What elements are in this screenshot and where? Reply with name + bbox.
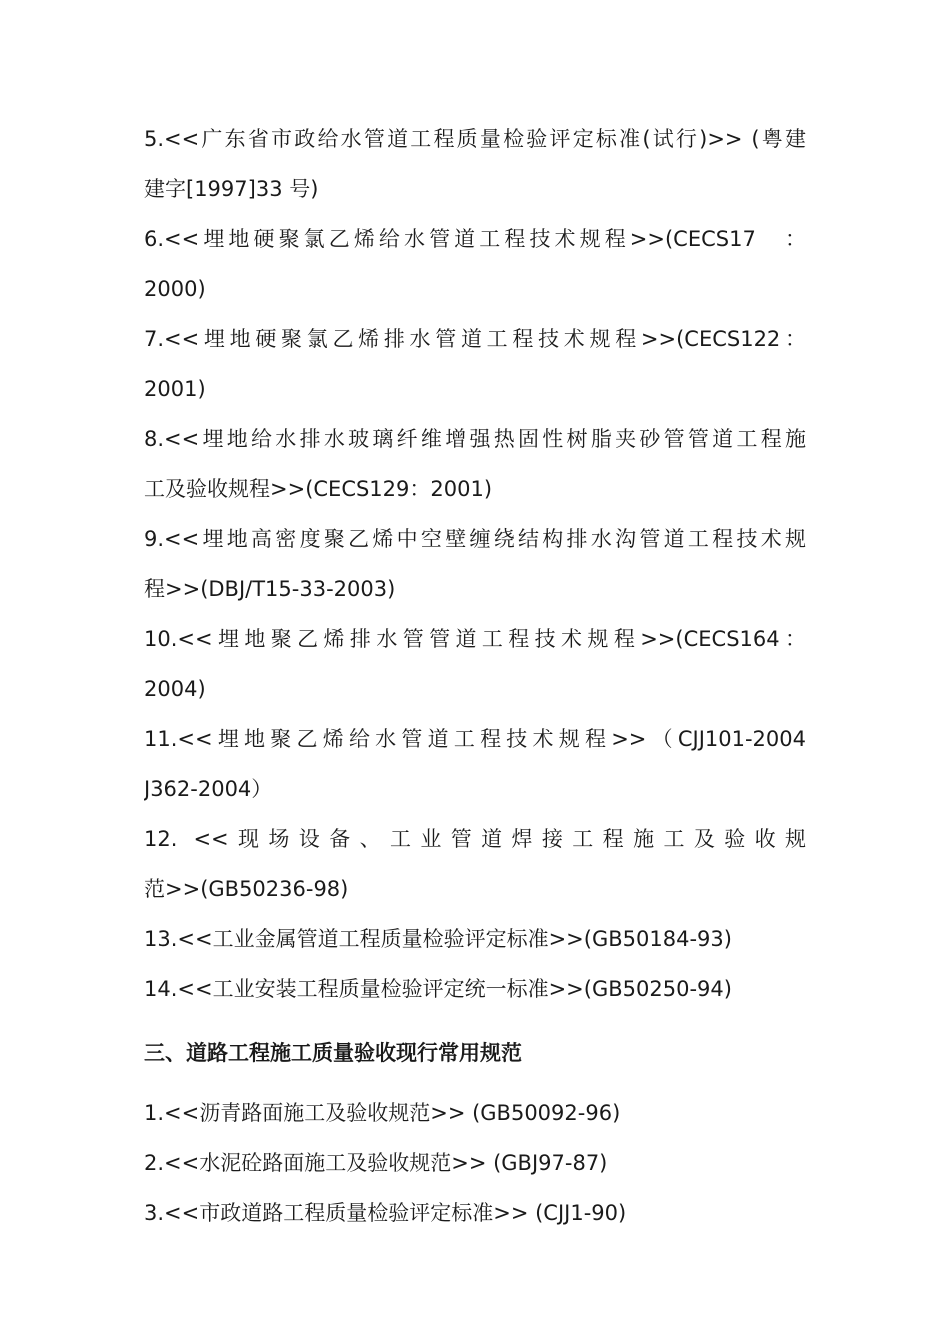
list-item-line: 3.<<市政道路工程质量检验评定标准>> (CJJ1-90) — [144, 1201, 627, 1225]
list-item-line: 13.<<工业金属管道工程质量检验评定标准>>(GB50184-93) — [144, 927, 732, 951]
document-page — [144, 114, 806, 1238]
list-item-7 — [144, 314, 806, 414]
list-item-line: 10.<<埋地聚乙烯排水管管道工程技术规程>>(CECS164： — [144, 627, 806, 651]
list-item-line: 2.<<水泥砼路面施工及验收规范>> (GBJ97-87) — [144, 1151, 608, 1175]
list-item-line: 程>>(DBJ/T15-33-2003) — [144, 577, 396, 601]
list-item-line: 8.<<埋地给水排水玻璃纤维增强热固性树脂夹砂管管道工程施 — [144, 427, 806, 451]
list-item-11 — [144, 714, 806, 814]
list-item-line: 9.<<埋地高密度聚乙烯中空壁缠绕结构排水沟管道工程技术规 — [144, 527, 806, 551]
road-list-item-3 — [144, 1188, 806, 1238]
list-item-line: 11.<<埋地聚乙烯给水管道工程技术规程>>（CJJ101-2004 — [144, 727, 806, 751]
list-item-line: 2001) — [144, 377, 206, 401]
list-item-12 — [144, 814, 806, 914]
list-item-line: 5.<<广东省市政给水管道工程质量检验评定标准(试行)>> (粤建 — [144, 127, 806, 151]
list-item-5 — [144, 114, 806, 214]
list-item-10 — [144, 614, 806, 714]
list-item-6 — [144, 214, 806, 314]
list-item-line: 2000) — [144, 277, 206, 301]
list-item-8 — [144, 414, 806, 514]
list-item-line: 范>>(GB50236-98) — [144, 877, 349, 901]
list-item-line: 14.<<工业安装工程质量检验评定统一标准>>(GB50250-94) — [144, 977, 732, 1001]
list-item-line: 6.<<埋地硬聚氯乙烯给水管道工程技术规程>>(CECS17 ： — [144, 227, 806, 251]
list-item-line: 工及验收规程>>(CECS129：2001) — [144, 477, 493, 501]
list-item-line: J362-2004） — [144, 777, 273, 801]
list-item-line: 1.<<沥青路面施工及验收规范>> (GB50092-96) — [144, 1101, 621, 1125]
list-item-line: 12. <<现场设备、工业管道焊接工程施工及验收规 — [144, 827, 806, 851]
list-item-line: 2004) — [144, 677, 206, 701]
section-heading: 三、道路工程施工质量验收现行常用规范 — [144, 1041, 522, 1065]
list-item-9 — [144, 514, 806, 614]
road-list-item-2 — [144, 1138, 806, 1188]
road-list-item-1 — [144, 1088, 806, 1138]
list-item-line: 建字[1997]33 号) — [144, 177, 319, 201]
list-item-14 — [144, 964, 806, 1014]
list-item-13 — [144, 914, 806, 964]
list-item-line: 7.<<埋地硬聚氯乙烯排水管道工程技术规程>>(CECS122： — [144, 327, 806, 351]
